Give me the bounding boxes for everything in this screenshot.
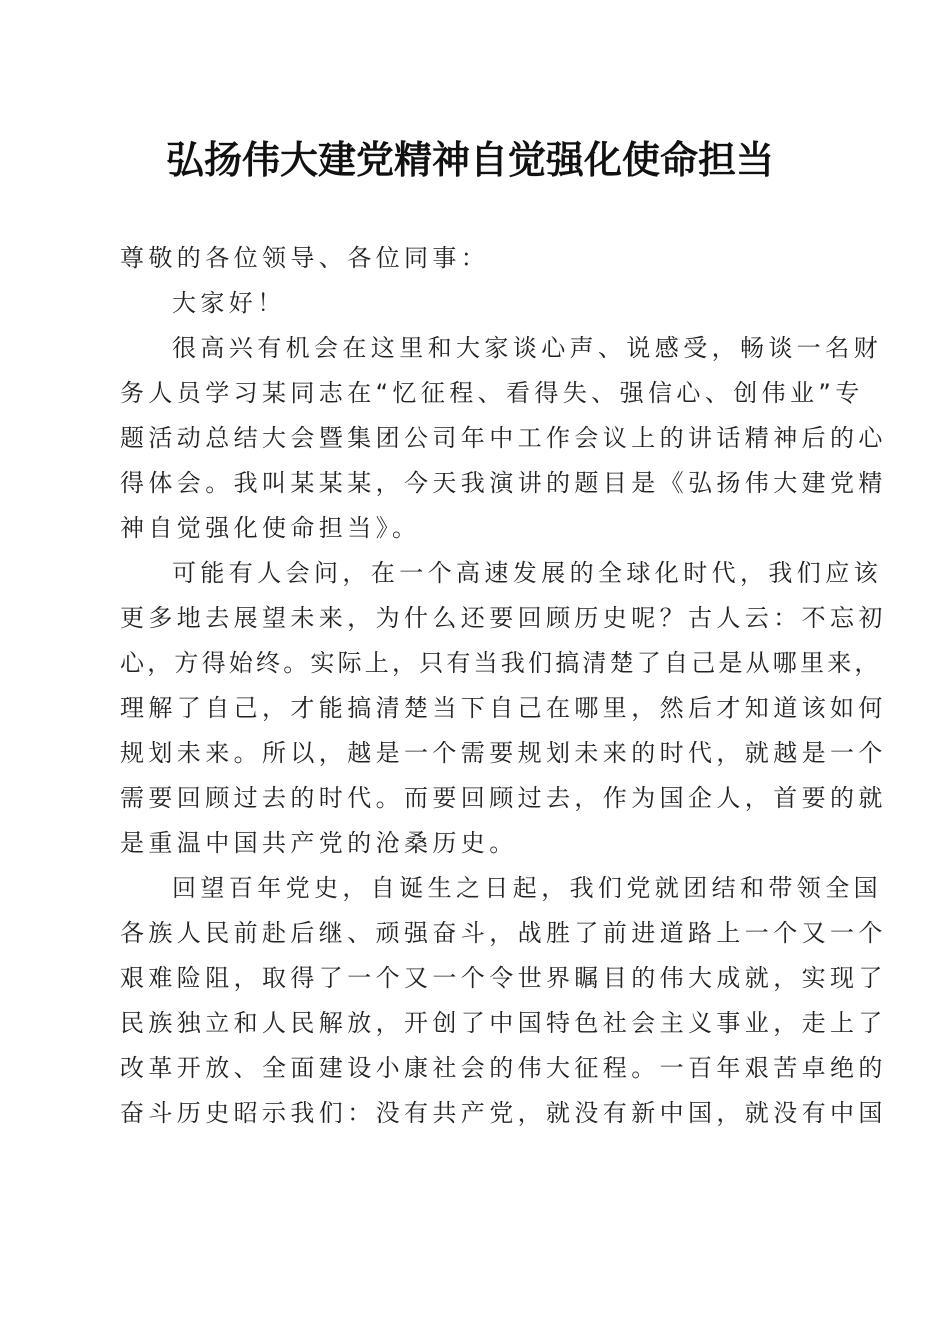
paragraph-2-line-3: 心，方得始终。实际上，只有当我们搞清楚了自己是从哪里来， — [120, 649, 882, 677]
paragraph-3-line-3: 艰难险阻，取得了一个又一个令世界瞩目的伟大成就，实现了 — [120, 964, 887, 992]
paragraph-2-line-5: 规划未来。所以，越是一个需要规划未来的时代，就越是一个 — [120, 739, 887, 767]
paragraph-3-line-6: 奋斗历史昭示我们：没有共产党，就没有新中国，就没有中国 — [120, 1099, 887, 1127]
paragraph-2-line-4: 理解了自己，才能搞清楚当下自己在哪里，然后才知道该如何 — [120, 694, 887, 722]
paragraph-2-line-7: 是重温中国共产党的沧桑历史。 — [120, 829, 518, 857]
paragraph-1-line-1: 很高兴有机会在这里和大家谈心声、说感受，畅谈一名财 — [172, 334, 882, 362]
paragraph-2-line-2: 更多地去展望未来，为什么还要回顾历史呢？古人云：不忘初 — [120, 604, 887, 632]
salutation-line: 尊敬的各位领导、各位同事： — [120, 244, 490, 272]
document-body — [120, 236, 887, 1136]
paragraph-2-line-1: 可能有人会问，在一个高速发展的全球化时代，我们应该 — [172, 559, 882, 587]
paragraph-3-line-2: 各族人民前赴后继、顽强奋斗，战胜了前进道路上一个又一个 — [120, 919, 887, 947]
paragraph-1-line-3: 题活动总结大会暨集团公司年中工作会议上的讲话精神后的心 — [120, 424, 887, 452]
paragraph-1-line-4: 得体会。我叫某某某，今天我演讲的题目是《弘扬伟大建党精 — [120, 469, 887, 497]
paragraph-3-line-5: 改革开放、全面建设小康社会的伟大征程。一百年艰苦卓绝的 — [120, 1054, 887, 1082]
paragraph-2-line-6: 需要回顾过去的时代。而要回顾过去，作为国企人，首要的就 — [120, 784, 887, 812]
greeting-line: 大家好！ — [172, 289, 286, 317]
paragraph-1-line-5: 神自觉强化使命担当》。 — [120, 514, 421, 542]
document-title: 弘扬伟大建党精神自觉强化使命担当 — [165, 137, 774, 182]
paragraph-3-line-1: 回望百年党史，自诞生之日起，我们党就团结和带领全国 — [172, 874, 882, 902]
paragraph-3-line-4: 民族独立和人民解放，开创了中国特色社会主义事业，走上了 — [120, 1009, 887, 1037]
paragraph-1-line-2: 务人员学习某同志在“忆征程、看得失、强信心、创伟业”专 — [120, 379, 864, 407]
